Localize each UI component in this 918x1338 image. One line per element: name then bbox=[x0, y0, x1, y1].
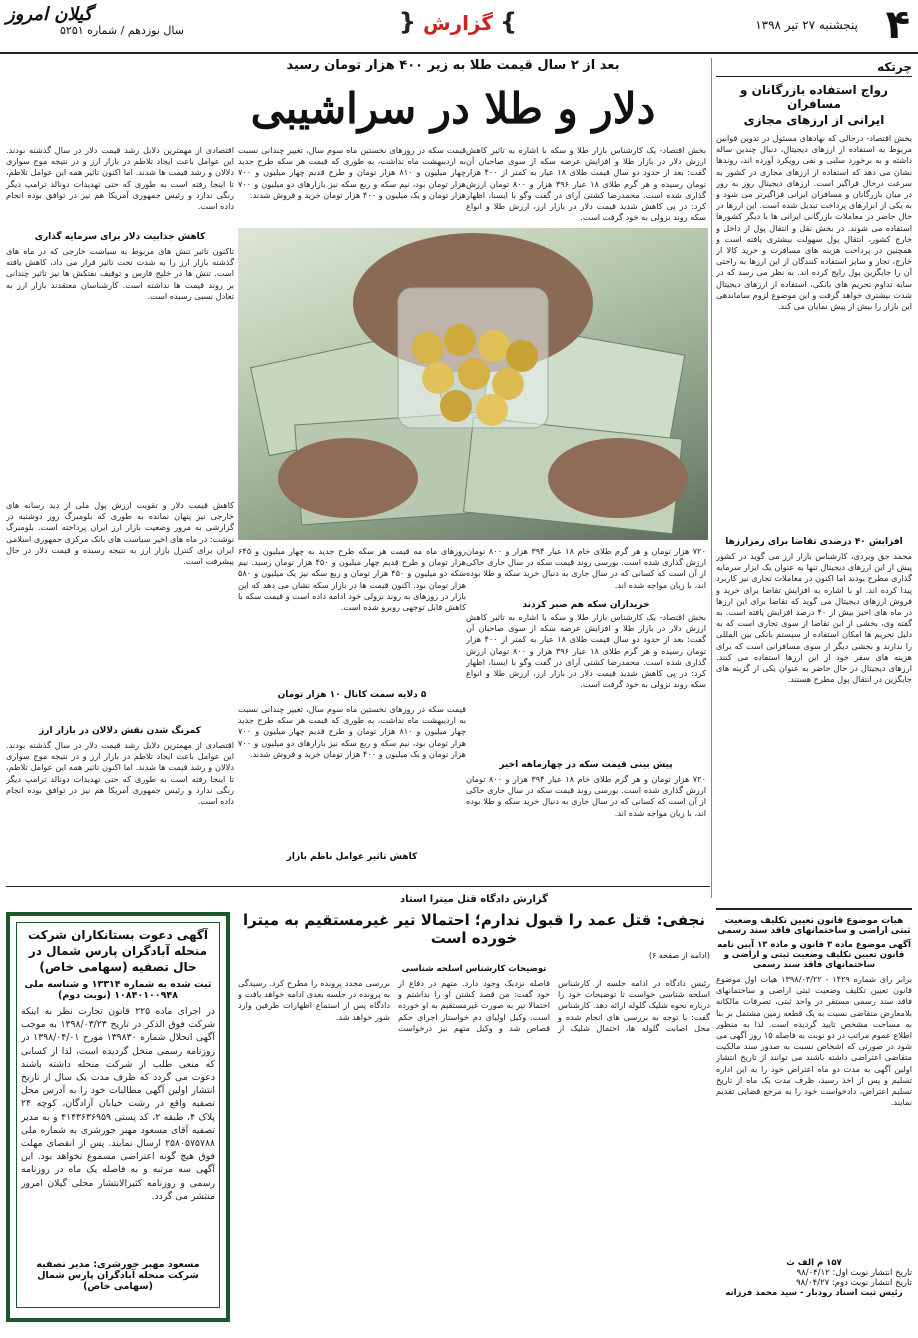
legal-date-1: تاریخ انتشار نوبت اول: ۹۸/۰۴/۱۲ bbox=[796, 1268, 912, 1278]
subhead-market-factors: کاهش تاثیر عوامل ناظم بازار bbox=[286, 852, 418, 862]
court-title: نجفی: قتل عمد را قبول ندارم؛ احتمالا تیر غیرمستقیم به میترا خورده است bbox=[243, 911, 705, 947]
section-title bbox=[398, 8, 518, 40]
newspaper-logo: گیلان امروز bbox=[6, 4, 93, 25]
ad-body: در اجرای ماده ۲۲۵ قانون تجارت نظر به اینکه شرکت فوق الذکر در تاریخ ۱۳۹۸/۰۳/۲۳ به موجب آگهی انحلال شماره ۱۳۹۸۳۰ مورخ ۱۳۹۸/۰۴/۰۱ در روزنامه رسمی منحل گردیده است، لذا از کسانی که منعی طلب از شرکت منحله داشته باشند دعوت می گردد که ظرف مدت یک سال از تاریخ انتشار اولین آگهی مطالبات خود را به آدرس محل تصفیه واقع در رشت خیابان آزادگان، کوچه ۲۴ پلاک ۴، طبقه ۲، کد پستی ۴۱۴۳۶۳۶۹۵۹ و به مدیر تصفیه آقای مسعود مهبر جورشری به شماره ملی ۲۵۸۰۵۷۵۷۸۸ ارسال نمایند. پس از انقضای مهلت فوق هیچ گونه اعتراضی مسموع نخواهد بود. این آگهی سه مرتبه و به فاصله یک ماه در روزنامه رسمی و روزنامه کثیرالانتشار محلی گیلان امروز منتشر می گردد. bbox=[21, 1006, 215, 1202]
sidebar-column bbox=[711, 58, 912, 898]
legal-title: هیات موضوع قانون تعیین تکلیف وضعیت ثبتی اراضی و ساختمانهای فاقد سند رسمی bbox=[717, 916, 911, 936]
page-header bbox=[0, 0, 918, 54]
section-label: گزارش bbox=[422, 11, 494, 35]
ad-title: آگهی دعوت بستانکاران شرکت منحله آبادگران پارس شمال در حال تصفیه (سهامی خاص) bbox=[28, 928, 208, 974]
sidebar-body: بخش اقتصاد- درحالی که نهادهای مسئول در تدوین قوانین مربوط به استفاده از ارزهای دیجیتال، دنبال چندین ساله داشته و به برخورد سلبی و نفی رویکرد آورده اند، روندها نشان می دهد که استفاده از ارزهای مجازی در کشور به سرعت درحال فراگیر است. ارزهای دیجیتال روز به روز در میان بازرگانان و مسافران ایرانی فراگیرتر می شود و به یکی از ابزارهای پرداخت تبدیل شده است. این ارزها در حال حاضر در معاملات بازرگانی ایرانی ها با دیگر کشورها استفاده می شوند. در بخش نقل و انتقال پول از داخل و خارج کشور، انتقال پول سهولت بیشتری یافته است و همچنین در پرداخت هزینه های مسافرت و خرید کالا از خارج، تجار و سایر استفاده کنندگان از این ارزها به راحتی آن را جایگزین پول رایج کرده اند. به نظر می رسد که در سایه تداوم تحریم های بانکی، استفاده از ارزهای دیجیتال شدت بیشتری خواهد گرفت و این موضوع لزوم ساماندهی این بازار را بیش از پیش نمایان می کند. bbox=[716, 133, 912, 312]
court-body: رئیس دادگاه در ادامه جلسه از کارشناس اسلحه شناسی خواست تا توضیحات خود را درباره نحوه شلیک گلوله ارائه دهد. کارشناس گفت: با توجه به بررسی های انجام شده و محل اصابت گلوله ها، احتمال شلیک از فاصله نزدیک وجود دارد. متهم در دفاع از خود گفت: من قصد کشتن او را نداشتم و احتمالا تیر به صورت غیرمستقیم به او خورده است. وکیل اولیای دم خواستار اجرای حکم قصاص شد و وکیل متهم نیز درخواست بررسی مجدد پرونده را مطرح کرد. رسیدگی به پرونده در جلسه بعدی ادامه خواهد یافت و دادگاه پس از استماع اظهارات طرفین وارد شور خواهد شد. bbox=[238, 978, 710, 1033]
legal-signature: رئیس ثبت اسناد رودبار - سید محمد فرزانه bbox=[725, 1288, 903, 1298]
legal-subtitle: آگهی موضوع ماده ۳ قانون و ماده ۱۳ آیین نامه قانون تعیین تکلیف وضعیت ثبتی و اراضی و ساختمانهای فاقد سند رسمی bbox=[717, 940, 911, 970]
sidebar-subhead: افزایش ۴۰ درصدی تقاضا برای رمزارزها bbox=[725, 537, 903, 547]
legal-code: ۱۵۷ م الف ث bbox=[786, 1258, 842, 1268]
subhead-dealers: کمرنگ شدن نقش دلالان در بازار ارز bbox=[39, 726, 201, 736]
main-col-2: قیمت سکه در روزهای نخستین ماه سوم سال، تغییر چندانی نسبت به اردیبهشت ماه نداشت، به طوری که قیمت هر سکه طرح جدید چهار میلیون و ۸۱۰ هزار تومان و طرح قدیم چهار میلیون و ۷۰۰ هزار تومان بود، نیم سکه و ربع سکه نیز بازارهای دو میلیون و ۷۰۰ هزار تومان و یک میلیون و ۴۰۰ هزار تومان خرید و فروش شدند. bbox=[238, 145, 466, 200]
main-col-5: ۷۲۰ هزار تومان و هر گرم طلای خام ۱۸ عیار ۳۹۴ هزار و ۸۰۰ تومان ارزش گذاری شده است. بورسی روند قیمت سکه در سال جاری حاکی از آن است که کسانی که در سال جاری به دنبال خرید سکه و طلا بوده اند، با زیان مواجه شده اند. bbox=[466, 546, 706, 590]
main-col-2-lower: قیمت سکه در روزهای نخستین ماه سوم سال، تغییر چندانی نسبت به اردیبهشت ماه نداشت، به طوری که قیمت هر سکه طرح جدید چهار میلیون و ۸۱۰ هزار تومان و طرح قدیم چهار میلیون و ۷۰۰ هزار تومان بود، نیم سکه و ربع سکه نیز بازارهای دو میلیون و ۷۰۰ هزار تومان و یک میلیون و ۴۰۰ هزار تومان خرید و فروش شدند. bbox=[238, 704, 466, 759]
subhead-channel: ۵ دلایه سمت کانال ۱۰ هزار تومان bbox=[277, 690, 427, 700]
subhead-dollar-attractiveness: کاهش جذابیت دلار برای سرمایه گذاری bbox=[34, 232, 206, 242]
court-subhead: توضیحات کارشناس اسلحه شناسی bbox=[401, 964, 547, 974]
sidebar-title-2: ایرانی از ارزهای مجازی bbox=[743, 113, 885, 127]
subhead-coin-forecast: پیش بینی قیمت سکه در چهارماهه اخیر bbox=[499, 760, 673, 770]
sidebar-title-1: رواج استفاده بازرگانان و مسافران bbox=[740, 83, 888, 111]
issue-date: پنجشنبه ۲۷ تیر ۱۳۹۸ bbox=[755, 18, 858, 32]
page-number: ۴ bbox=[885, 2, 910, 48]
court-kicker: گزارش دادگاه قتل میترا استاد bbox=[400, 894, 548, 905]
legal-notice bbox=[716, 908, 912, 1324]
main-col-intro: بخش اقتصاد- یک کارشناس بازار طلا و سکه با اشاره به تاثیر کاهش ارزش دلار در بازار طلا و افزایش عرضه سکه از سوی صاحبان آن گفت: بعد از حدود دو سال قیمت طلای ۱۸ عیار به کمتر از ۴۰۰ هزار تومان رسیده و هر گرم طلای ۱۸ عیار ۳۹۶ هزار و ۸۰۰ تومان ارزش گذاری شده است. محمدرضا کشتی آرای در گفت وگو با ایسنا، اظهار کرد: در پی کاهش شدید قیمت دلار در بازار ارز، ارزش طلا و انواع سکه روند نزولی به خود گرفت است. bbox=[466, 145, 706, 223]
divider bbox=[6, 886, 710, 887]
main-col-intro-lower: بخش اقتصاد- یک کارشناس بازار طلا و سکه با اشاره به تاثیر کاهش ارزش دلار در بازار طلا و افزایش عرضه سکه از سوی صاحبان آن گفت: بعد از حدود دو سال قیمت طلای ۱۸ عیار به کمتر از ۴۰۰ هزار تومان رسیده و هر گرم طلای ۱۸ عیار ۳۹۶ هزار و ۸۰۰ تومان ارزش گذاری شده است. محمدرضا کشتی آرای در گفت وگو با ایسنا، اظهار کرد: در پی کاهش شدید قیمت دلار در بازار ارز، ارزش طلا و انواع سکه روند نزولی به خود گرفت است. bbox=[466, 612, 706, 690]
main-title: دلار و طلا در سراشیبی bbox=[250, 84, 656, 133]
ad-signature-1: مسعود مهبر جورشری: مدیر تصفیه bbox=[36, 1259, 200, 1270]
ad-registration: ثبت شده به شماره ۱۳۳۱۴ و شناسه ملی ۱۰۸۴۰۱۰۰۹۴۸ (نوبت دوم) bbox=[24, 979, 212, 1001]
legal-body: برابر رای شماره ۱۴۲۹ - ۱۳۹۸/۰۳/۲۲ هیات اول موضوع قانون تعیین تکلیف وضعیت ثبتی اراضی و ساختمانهای فاقد سند رسمی مستقر در واحد ثبتی، تصرفات مالکانه بلامعارض متقاضی نسبت به یک قطعه زمین مشتمل بر بنا به مساحت مشخص تایید گردیده است. لذا به منظور اطلاع عموم مراتب در دو نوبت به فاصله ۱۵ روز آگهی می شود در صورتی که اشخاص نسبت به صدور سند مالکیت متقاضی اعتراضی داشته باشند می توانند از تاریخ انتشار اولین آگهی به مدت دو ماه اعتراض خود را به این اداره تسلیم و پس از اخذ رسید، ظرف مدت یک ماه از تاریخ تسلیم اعتراض، دادخواست خود را به مرجع قضایی تقدیم نمایند. bbox=[716, 974, 912, 1108]
issue-number: سال نوزدهم / شماره ۵۲۵۱ bbox=[60, 24, 184, 37]
main-kicker: بعد از ۲ سال قیمت طلا به زیر ۴۰۰ هزار تومان رسید bbox=[286, 58, 620, 73]
gold-coins-and-dollars-photo bbox=[238, 228, 708, 540]
court-story bbox=[238, 890, 710, 1338]
subhead-coin-buyers: خریداران سکه هم صبر کردند bbox=[522, 600, 650, 610]
main-col-4: روزهای ماه مه قیمت هر سکه طرح جدید به چهار میلیون و ۶۴۵ هزار تومان و طرح قدیم چهار میلیون و ۴۵۰ هزار تومان رسید. نیم سکه دو میلیون و ۴۵۰ هزار تومان و ربع سکه نیز یک میلیون و ۵۸۰ هزار تومان بود. اکنون قیمت ها در بازار سکه نشان می دهد که این بازار در روزهای به روند نزولی خود ادامه داده است و قیمت سکه با کاهش قابل توجهی روبرو شده است. bbox=[238, 546, 466, 613]
main-col-6: کاهش قیمت دلار و تقویت ارزش پول ملی از دید رسانه های خارجی نیز پنهان نمانده به طوری که بلومبرگ روز دوشنبه در گزارشی به مرور وضعیت بازار ارز ایران پرداخته است. بلومبرگ نوشت: در ماه های اخیر سیاست های بانک مرکزی جمهوری اسلامی ایران برای کنترل بازار ارز به نتیجه رسیده و قیمت دلار در حال پیشرفت است. bbox=[6, 500, 234, 567]
main-col-3-lower: اقتصادی از مهمترین دلایل رشد قیمت دلار در سال گذشته بودند. این عوامل باعث ایجاد تلاطم در بازار ارز و در نتیجه موج سواری دلالان و رشد قیمت ها شدند. اما اکنون تاثیر همه این عوامل تلاطم، تا اینجا رفته است به طوری که حتی تهدیدات دونالد ترامپ دیگر رنگی ندارد و رئیس جمهوری آمریکا هم نیز در توافق بوده انجام داده است. bbox=[6, 740, 234, 807]
legal-date-2: تاریخ انتشار نوبت دوم: ۹۸/۰۴/۲۷ bbox=[796, 1278, 912, 1288]
main-col-3: اقتصادی از مهمترین دلایل رشد قیمت دلار در سال گذشته بودند. این عوامل باعث ایجاد تلاطم در بازار ارز و در نتیجه موج سواری دلالان و رشد قیمت ها شدند. اما اکنون تاثیر همه این عوامل تلاطم، تا اینجا رفته است به طوری که حتی تهدیدات دونالد ترامپ دیگر رنگی ندارد و رئیس جمهوری آمریکا هم نیز در توافق بوده انجام داده است. bbox=[6, 145, 234, 212]
ad-signature-2: شرکت منحله آبادگران پارس شمال (سهامی خاص) bbox=[37, 1270, 199, 1292]
bracket-right-icon: } bbox=[499, 8, 518, 36]
sidebar-body-2: محمد حق ویردی، کارشناس بازار ارز می گوید در کشور پیش از این ارزهای دیجیتال تنها به عنوان یک ابزار سرمایه گذاری مطرح بودند اما اکنون در معاملات تجاری نیز کاربرد پیدا کرده اند. او با اشاره به افزایش تقاضا برای خرید و فروش ارزهای دیجیتال می گوید که تقاضا برای این ارزها در ماه های اخیر بیش از ۴۰ درصد افزایش یافته است. به گفته وی، بخشی از این تقاضا از سوی تجاری است که به دلیل تحریم ها امکان استفاده از سیستم بانکی بین المللی را ندارند و بخشی دیگر از سوی مسافرانی است که برای هزینه های سفر خود از این ارزها استفاده می کنند. ارزهای دیجیتال در حال حاضر به عنوان یکی از گزینه های جایگزین در انتقال پول مطرح هستند. bbox=[716, 551, 912, 685]
bracket-left-icon: { bbox=[398, 8, 416, 36]
sidebar-kicker: چرتکه bbox=[716, 58, 912, 77]
photo-illustration bbox=[238, 228, 708, 540]
court-caption: (ادامه از صفحه ۶) bbox=[648, 951, 710, 960]
ad-inner bbox=[16, 922, 220, 1308]
main-col-5-lower: ۷۲۰ هزار تومان و هر گرم طلای خام ۱۸ عیار ۳۹۴ هزار و ۸۰۰ تومان ارزش گذاری شده است. بورسی روند قیمت سکه در سال جاری حاکی از آن است که کسانی که در سال جاری به دنبال خرید سکه و طلا بوده اند، با زیان مواجه شده اند. bbox=[466, 774, 706, 818]
creditors-notice-ad bbox=[6, 912, 230, 1322]
main-col-7: تاکنون تاثیر تنش های مربوط به سیاست خارجی که در ماه های گذشته بازار ارز را به شدت تحت تاثیر قرار می داد، کاهش یافته است. تنش ها در خلیج فارس و توقیف نفتکش ها نیز تاثیر چندانی بر روند قیمت ها نداشته است. کارشناسان معتقدند بازار ارز به تعادل نسبی رسیده است. bbox=[6, 246, 234, 301]
